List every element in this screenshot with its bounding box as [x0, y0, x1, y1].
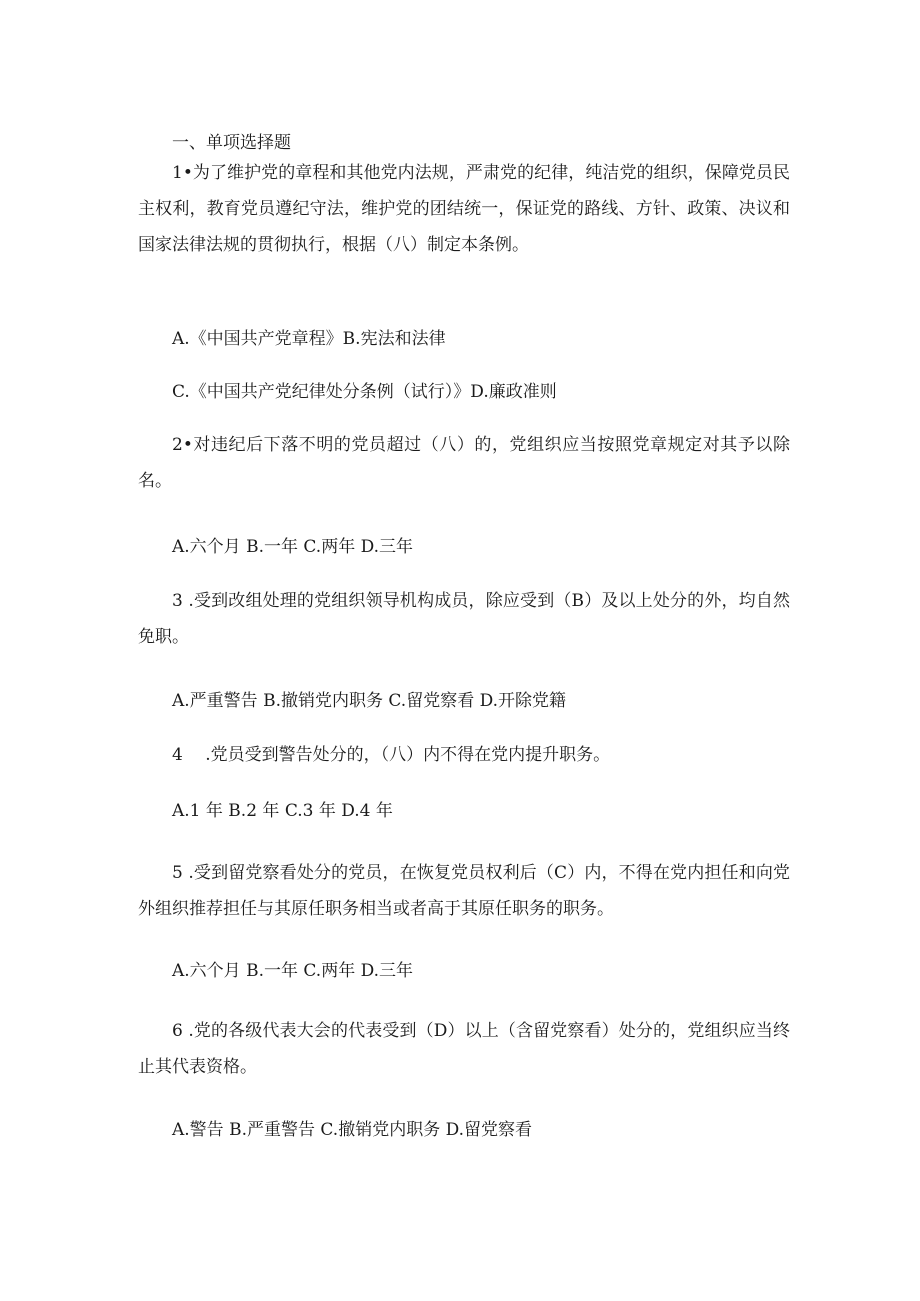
question-3-text: 3 .受到改组处理的党组织领导机构成员，除应受到（B）及以上处分的外，均自然免职。: [138, 591, 790, 647]
question-4-options: A.1 年 B.2 年 C.3 年 D.4 年: [172, 801, 393, 821]
question-1-options-line-2: C.《中国共产党纪律处分条例（试行）》D.廉政准则: [172, 382, 557, 402]
question-1-text: 1•为了维护党的章程和其他党内法规，严肃党的纪律，纯洁党的组织，保障党员民主权利，教育党员遵纪守法，维护党的团结统一，保证党的路线、方针、政策、决议和国家法律法规的贯彻执行，根据（八）制定本条例。: [138, 163, 790, 255]
question-6-text: 6 .党的各级代表大会的代表受到（D）以上（含留党察看）处分的，党组织应当终止其代表资格。: [138, 1021, 790, 1077]
question-2-options: A.六个月 B.一年 C.两年 D.三年: [172, 537, 414, 557]
question-5-options: A.六个月 B.一年 C.两年 D.三年: [172, 961, 414, 981]
question-5-text: 5 .受到留党察看处分的党员，在恢复党员权利后（C）内，不得在党内担任和向党外组织推荐担任与其原任职务相当或者高于其原任职务的职务。: [138, 863, 790, 919]
section-title: 一、单项选择题: [172, 133, 291, 153]
question-3-options: A.严重警告 B.撤销党内职务 C.留党察看 D.开除党籍: [172, 691, 567, 711]
question-4-text: 4 .党员受到警告处分的，（八）内不得在党内提升职务。: [172, 745, 611, 765]
question-1-options-line-1: A.《中国共产党章程》B.宪法和法律: [172, 329, 446, 349]
question-2-text: 2•对违纪后下落不明的党员超过（八）的，党组织应当按照党章规定对其予以除名。: [138, 435, 790, 491]
question-6-options: A.警告 B.严重警告 C.撤销党内职务 D.留党察看: [172, 1120, 533, 1140]
